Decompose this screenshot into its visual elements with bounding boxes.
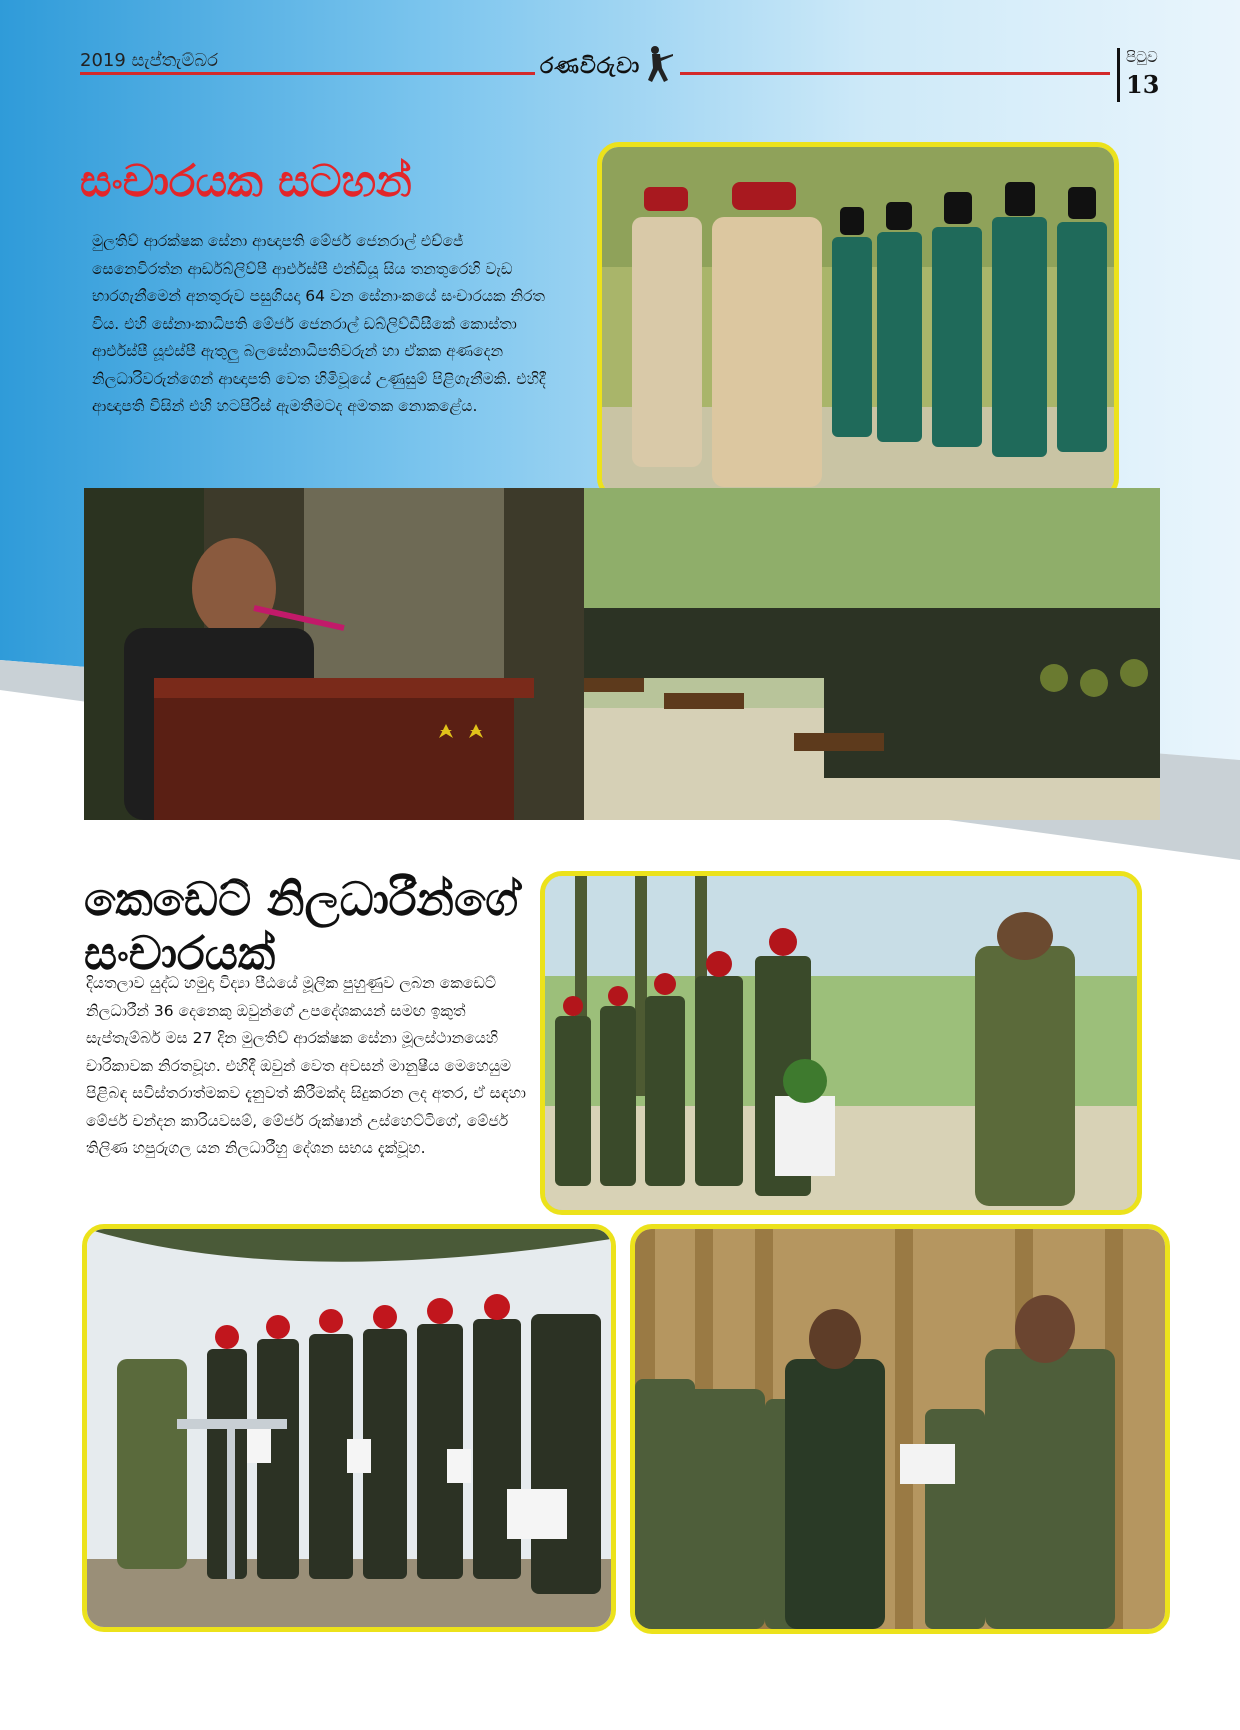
soldier-icon [640,44,674,84]
photo-podium-address [84,488,584,820]
photo-cadets-lineup [82,1224,616,1632]
photo-seated-troops [584,488,1160,820]
page-label: පිටුව [1126,48,1158,66]
page-number-divider [1117,48,1120,102]
header-rule-right [680,72,1110,75]
article-heading-cadet-visit: කෙඩෙට් නිලධාරීන්ගේ සංචාරයක් [84,872,519,981]
issue-date: 2019 සැප්තැම්බර [80,50,219,71]
article-body-visit-notes: මුලතිව් ආරක්ෂක සේනා ආඥාපති මේජර් ජෙනරාල් එච්ජේ සෙනෙවිරත්න ආර්ඩබ්ලිව්පී ආර්එස්පී එන්ඩියූ සිය තනතුරෙහි වැඩ භාරගැනීමෙන් අනතුරුව පසුගියදා 64 වන සේනාංකයේ සංචාරයක නිරත විය. එහි සේනාංකාධිපති මේජර් ජෙනරාල් ඩබ්ලිව්ඩීසීකේ කොස්තා ආර්එස්පී යූඑස්පී ඇතුලු බලසේනාධිපතිවරුන් හා ඒකක අණදෙන නිලධාරිවරුන්ගෙන් ආඥාපති වෙත හිමිවූයේ උණුසුම් පිළිගැනීමකි. එහිදී ආඥාපති විසින් එහි හටපිරිස් ඇමතීමටද අමතක නොකළේය. [92,232,546,415]
header-rule-left [80,72,535,75]
photo-inspection-parade [597,142,1119,500]
photo-cadets-salute [540,871,1142,1215]
article-body-cadet-visit: දියතලාව යුද්ධ හමුදා විද්‍යා පීඨයේ මූලික පුහුණුව ලබන කෙඩෙට් නිලධාරීන් 36 දෙනෙකු ඔවුන්ගේ උපදේශකයන් සමඟ ඉකුත් සැප්තැම්බර් මස 27 දින මුලතිව් ආරක්ෂක සේනා මූලස්ථානයෙහි චාරිකාවක නිරතවූහ. එහිදී ඔවුන් වෙත අවසන් මානුෂීය මෙහෙයුම පිළිබඳ සවිස්තරාත්මකව දැනුවත් කිරීමක්ද සිදුකරන ලද අතර, ඒ සඳහා මේජර් චන්දන කාරියවසම්, මේජර් රුක්ෂාන් උස්හෙට්ටිගේ, මේජර් තිලිණ හපුරුගල යන නිලධාරීහු දේශන සභය දැක්වූහ. [86,974,527,1157]
magazine-logo: රණවිරුවා [540,54,641,79]
page-number: 13 [1126,70,1160,99]
article-heading-visit-notes: සංචාරයක සටහන් [80,156,412,207]
photo-certificate-handover [630,1224,1170,1634]
